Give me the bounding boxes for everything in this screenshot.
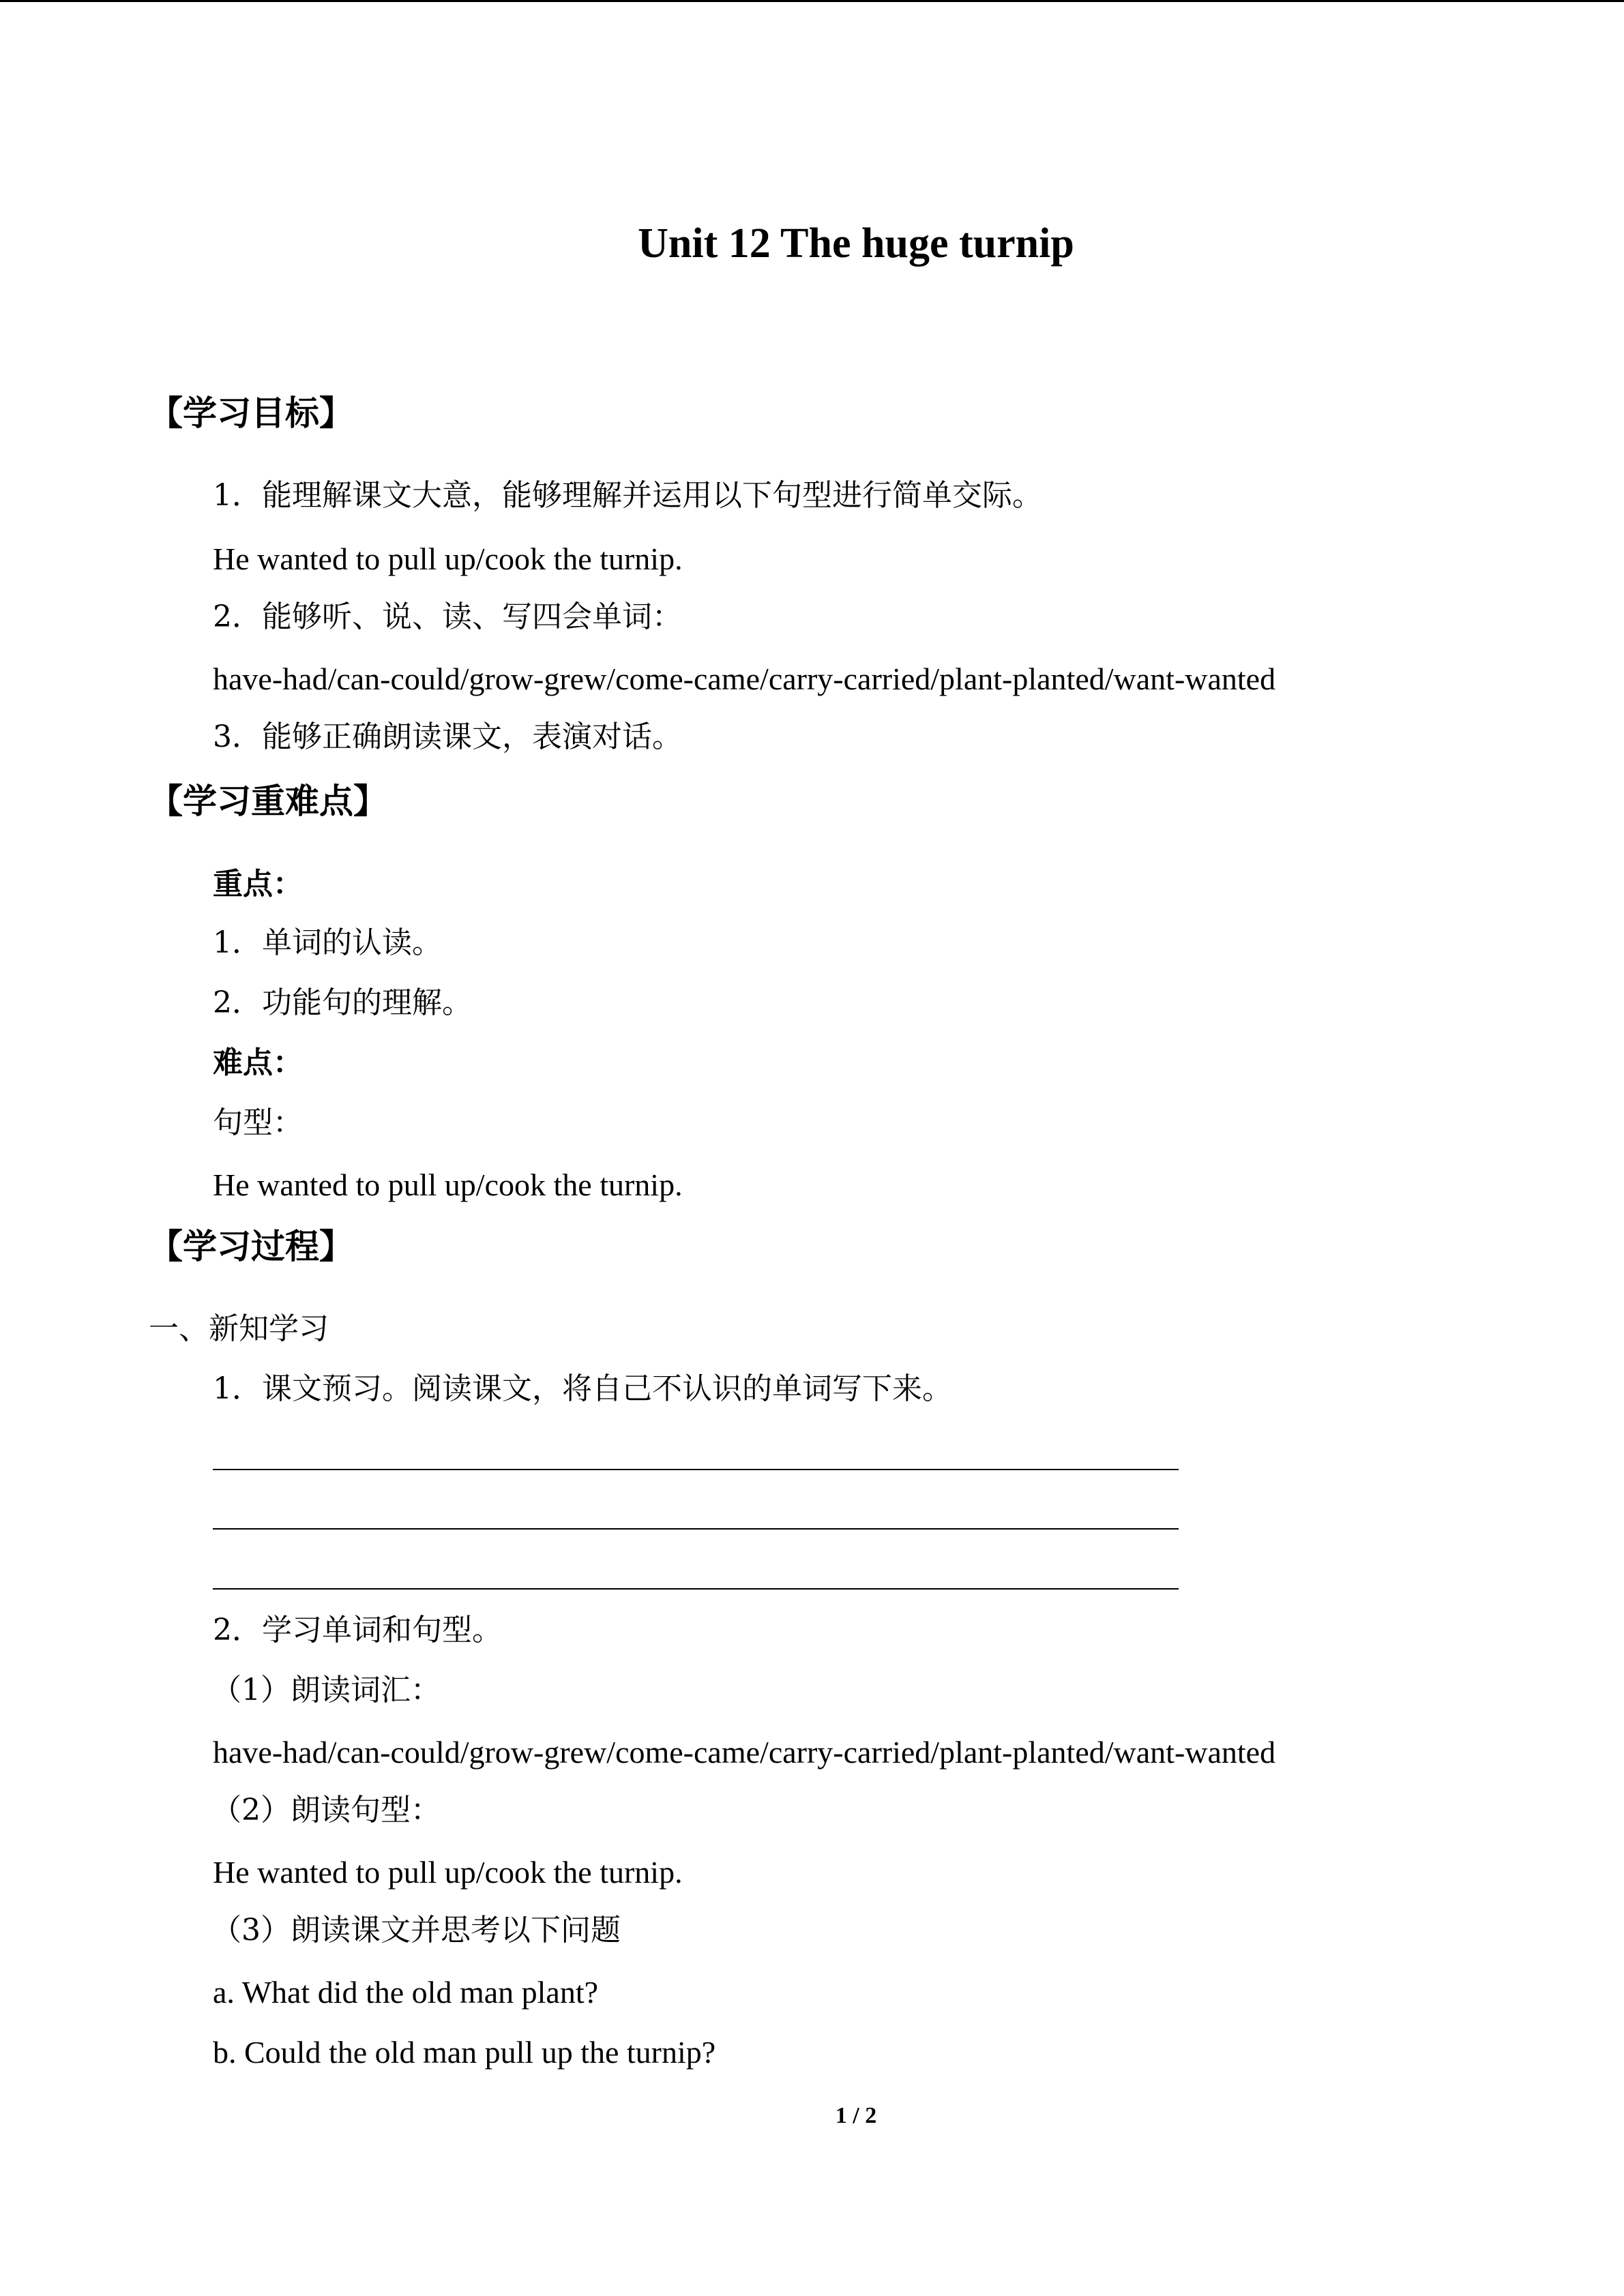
process-sub-1: （1）朗读词汇： (211, 1673, 441, 1708)
goal-item-1: 1．能理解课文大意，能够理解并运用以下句型进行简单交际。 (213, 478, 1042, 513)
section-heading-keypoints: 【学习重难点】 (149, 781, 387, 821)
process-part-1: 一、新知学习 (149, 1311, 329, 1346)
process-sentence: He wanted to pull up/cook the turnip. (213, 1855, 683, 1890)
key-label: 重点： (213, 867, 303, 901)
process-step-1: 1．课文预习。阅读课文，将自己不认识的单词写下来。 (213, 1371, 952, 1406)
difficult-sentence: He wanted to pull up/cook the turnip. (213, 1167, 683, 1202)
process-step-2: 2．学习单词和句型。 (213, 1613, 502, 1648)
section-heading-goals: 【学习目标】 (149, 393, 353, 433)
section-heading-process: 【学习过程】 (149, 1227, 353, 1266)
question-b: b. Could the old man pull up the turnip? (213, 2035, 716, 2070)
page-number: 1 / 2 (835, 2103, 877, 2128)
difficult-label: 难点： (213, 1045, 303, 1080)
process-sub-3: （3）朗读课文并思考以下问题 (211, 1913, 621, 1948)
pattern-label: 句型： (213, 1105, 303, 1140)
answer-line-1[interactable] (213, 1469, 1179, 1470)
key-item-1: 1．单词的认读。 (213, 925, 442, 960)
process-sub-2: （2）朗读句型： (211, 1793, 441, 1828)
goal-words: have-had/can-could/grow-grew/come-came/carry-carried/plant-planted/want-wanted (213, 661, 1276, 696)
key-item-2: 2．功能句的理解。 (213, 985, 472, 1020)
document-title: Unit 12 The huge turnip (638, 220, 1074, 267)
process-words: have-had/can-could/grow-grew/come-came/carry-carried/plant-planted/want-wanted (213, 1735, 1276, 1770)
goal-item-2: 2．能够听、说、读、写四会单词： (213, 599, 682, 634)
goal-sentence: He wanted to pull up/cook the turnip. (213, 541, 683, 576)
goal-item-3: 3．能够正确朗读课文，表演对话。 (213, 719, 682, 754)
answer-line-2[interactable] (213, 1528, 1179, 1530)
question-a: a. What did the old man plant? (213, 1975, 599, 2010)
answer-line-3[interactable] (213, 1588, 1179, 1590)
